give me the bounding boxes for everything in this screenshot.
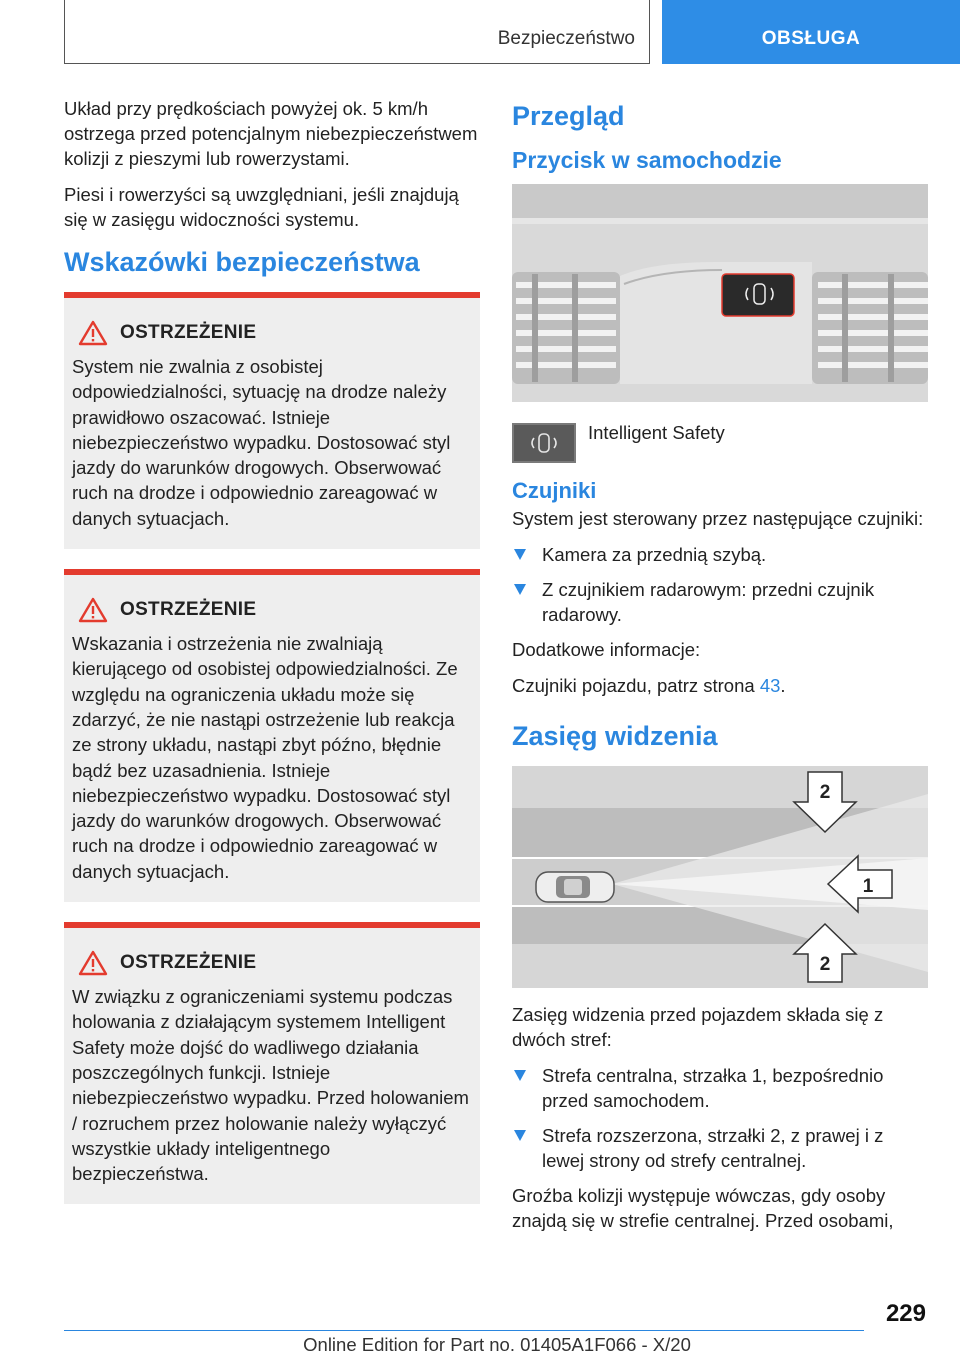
button-heading: Przycisk w samochodzie (512, 147, 782, 173)
overview-heading: Przegląd (512, 101, 625, 131)
svg-text:2: 2 (819, 954, 831, 975)
right-air-vent (812, 272, 928, 384)
warning-text: System nie zwalnia z osobistej odpowiedzialności, sytuację na drodze należy prawidłowo oszacować. Istnieje niebezpieczeństwo wypadku. Dostosować styl jazdy do warunków drogowych. Obserwować ruch na drodze i odpowiednio zareagować w danych sytuacjach. (72, 356, 451, 529)
svg-text:2: 2 (819, 782, 831, 803)
intelligent-safety-icon (512, 423, 576, 463)
page-reference-link[interactable]: 43 (759, 675, 781, 696)
bullet-triangle-icon (514, 549, 526, 560)
warning-triangle-icon (78, 320, 108, 346)
warning-box-1 (64, 292, 480, 549)
warning-title: OSTRZEŻENIE (120, 952, 257, 974)
bullet-triangle-icon (514, 584, 526, 595)
safety-notes-heading: Wskazówki bezpieczeństwa (64, 247, 420, 277)
bullet-triangle-icon (514, 1130, 526, 1141)
collision-risk-paragraph: Groźba kolizji występuje wówczas, gdy osoby znajdą się w strefie centralnej. Przed osobami, (512, 1185, 894, 1231)
footer-divider (64, 1330, 864, 1331)
right-column (512, 96, 928, 1244)
warning-text: W związku z ograniczeniami systemu podczas holowania z działającym systemem Intelligent Safety może dojść do wadliwego działania poszczególnych funkcji. Istnieje niebezpieczeństwo wypadku. Przed holowaniem / rozruchem przez holowanie należy wyłączyć wszystkie układy inteligentnego bezpieczeństwa. (72, 986, 469, 1185)
list-item: Z czujnikiem radarowym: przedni czujnik radarowy. (512, 577, 928, 627)
sensors-intro: System jest sterowany przez następujące czujniki: (512, 508, 924, 529)
field-of-view-heading: Zasięg widzenia (512, 721, 718, 751)
bullet-triangle-icon (514, 1070, 526, 1081)
page-number: 229 (885, 1300, 926, 1327)
warning-box-3 (64, 922, 480, 1204)
header-chapter-tab[interactable] (662, 0, 960, 64)
list-item: Strefa centralna, strzałka 1, bezpośrednio przed samochodem. (512, 1063, 928, 1113)
warning-title: OSTRZEŻENIE (120, 322, 257, 343)
list-item: Kamera za przednią szybą. (512, 542, 928, 567)
sensors-heading: Czujniki (512, 478, 597, 503)
intro-paragraph-2: Piesi i rowerzyści są uwzględniani, jeśli znajdują się w zasięgu widoczności systemu. (64, 184, 459, 230)
sensors-list (512, 542, 928, 627)
button-legend-label: Intelligent Safety (588, 422, 725, 443)
warning-title: OSTRZEŻENIE (120, 599, 257, 621)
warning-triangle-icon (78, 597, 108, 623)
warning-triangle-icon (78, 950, 108, 976)
header-section-title: Bezpieczeństwo (497, 28, 635, 49)
left-column (64, 96, 480, 1224)
warning-box-2 (64, 569, 480, 902)
more-info-label: Dodatkowe informacje: (512, 639, 701, 660)
range-intro: Zasięg widzenia przed pojazdem składa się z dwóch stref: (512, 1004, 884, 1050)
intro-paragraph-1: Układ przy prędkościach powyżej ok. 5 km/h ostrzega przed potencjalnym niebezpieczeństwem kolizji z pieszymi lub rowerzystami. (64, 98, 478, 169)
svg-text:1: 1 (862, 876, 874, 897)
sensors-reference: Czujniki pojazdu, patrz strona 43. (512, 675, 786, 696)
left-air-vent (512, 272, 620, 384)
header-section-box (64, 0, 650, 64)
field-of-view-diagram (512, 766, 928, 988)
zones-list (512, 1063, 928, 1173)
dashboard-button-photo (512, 184, 928, 402)
warning-text: Wskazania i ostrzeżenia nie zwalniają kierującego od osobistej odpowiedzialności. Ze względu na ograniczenia układu może się zdarzyć, że nie nastąpi ostrzeżenie lub reakcja ze strony układu, nastąpi zbyt późno, błędnie bądź bez uzasadnienia. Istnieje niebezpieczeństwo wypadku. Dostosować styl jazdy do warunków drogowych. Obserwować ruch na drodze i odpowiednio zareagować w danych sytuacjach. (72, 633, 458, 882)
footer-edition: Online Edition for Part no. 01405A1F066 - X/20 (303, 1334, 691, 1355)
intelligent-safety-button (722, 274, 794, 316)
vehicle-icon (536, 872, 614, 902)
list-item: Strefa rozszerzona, strzałki 2, z prawej i z lewej strony od strefy centralnej. (512, 1123, 928, 1173)
header-chapter-label: OBSŁUGA (761, 28, 861, 49)
button-legend-row (512, 420, 928, 463)
